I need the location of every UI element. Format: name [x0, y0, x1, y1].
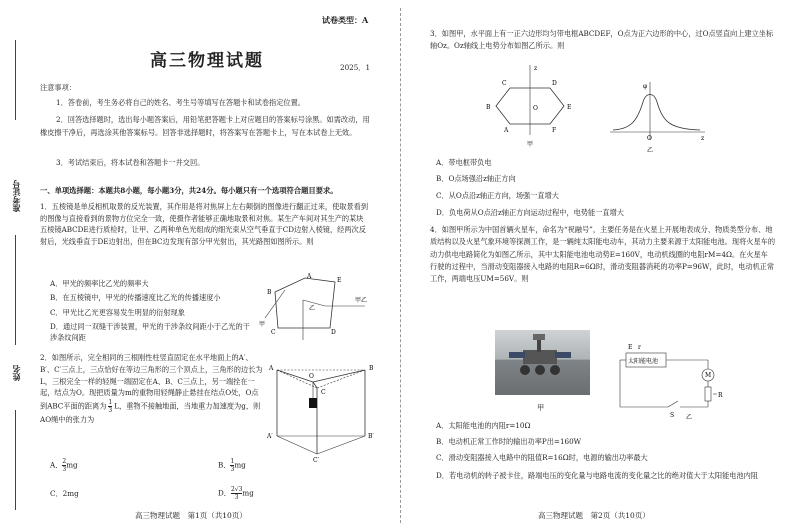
q3-label-c: C [502, 80, 507, 87]
exam-number-label: 准考证号 [11, 180, 21, 212]
q2-option-b: B． $\frac{1}{3}$ mg [218, 458, 246, 473]
q2-fraction-height: $\frac{1}{3}$ [108, 399, 113, 415]
q1-label-e: E [337, 277, 342, 284]
q2-pillars-diagram [265, 358, 380, 463]
q2-stem-part1: 2．如图所示，完全相同的三根刚性柱竖直固定在水平地面上的A′、B′、C′三点上，三点恰好在等边三角形的三个顶点上，三角形的边长为L，三根完全一样的轻绳一端固定在A、B、C三点上，另一端拴在一起，结点为O。现把质量为m的重物用轻绳静止悬挂在结点O处，O点到ABC平面的距离为 [40, 353, 263, 411]
rover-silhouette [495, 330, 590, 395]
mars-rover-photo [495, 330, 590, 395]
q1-option-a: A．甲光的频率比乙光的频率大 [50, 279, 149, 288]
q1-label-b: B [267, 289, 272, 296]
q2-option-c: C．2mg [50, 489, 79, 498]
potential-curve [613, 95, 700, 131]
exam-date: 2025．1 [340, 63, 371, 72]
q3-option-c: C．从O点沿z轴正方向，场强一直增大 [436, 191, 559, 200]
q3-label-o2: O [647, 135, 652, 142]
q1-label-jiayi: 甲乙 [355, 297, 368, 304]
q1-label-jia: 甲 [259, 321, 266, 328]
q2-stem-part2: L，重物不接触地面，当地重力加速度为g，则AO绳中的张力为 [40, 401, 261, 425]
q3-label-yi: 乙 [647, 147, 654, 154]
q4-stem: 4．如图甲所示为中国首辆火星车，命名为“祝融号”，主要任务是在火星上开展地表成分、物质类型分布、地质结构以及火星气象环境等探测工作，是一辆纯太阳能电动车，其动力主要来源于太阳能电池。现将火星车的动力供电电路简化为如图乙所示，其中太阳能电池电动势E=160V，电动机线圈的电阻rM=4Ω。在火星车行驶的过程中，当滑动变阻器接入电路的电阻R=6Ω时，滑动变阻器消耗的功率P=96W，此时，电动机正常工作，两端电压UM=56V。则 [430, 225, 776, 284]
q3-option-d: D．负电荷从O点沿z轴正方向运动过程中，电势能一直增大 [436, 208, 624, 217]
q4-label-s: S [670, 412, 675, 419]
q4-option-d: D．若电动机的转子被卡住，路端电压的变化量与电路电流的变化量之比的绝对值大于太阳能电池内阻 [436, 471, 759, 480]
page-title: 高三物理试题 [150, 51, 264, 71]
q2-label-cp: C′ [313, 457, 319, 463]
q3-label-jia: 甲 [527, 141, 534, 148]
q1-label-c: C [271, 329, 276, 336]
page-divider [400, 8, 401, 523]
q1-option-b: B．在五棱镜中，甲光的传播速度比乙光的传播速度小 [50, 293, 221, 302]
q2-label-b: B [369, 365, 374, 372]
hanging-weight [309, 398, 317, 408]
footer-left: 高三物理试题 第1页（共10页） [135, 511, 247, 520]
name-label: 姓名 [11, 365, 21, 381]
q3-label-o: O [533, 105, 538, 112]
q4-label-e: E [628, 344, 633, 351]
q1-label-yi: 乙 [309, 305, 316, 312]
pentaprism [275, 278, 335, 328]
q4-label-rheostat: R [718, 392, 723, 399]
q4-label-jia: 甲 [537, 403, 545, 412]
footer-right: 高三物理试题 第2页（共10页） [538, 511, 650, 520]
q4-circuit-diagram [618, 335, 733, 420]
q1-option-d: D．通过同一双缝干涉装置，甲光的干涉条纹间距小于乙光的干涉条纹间距 [50, 322, 250, 343]
q3-label-z: z [534, 65, 538, 72]
q3-label-a: A [504, 127, 509, 134]
q2-label-o: O [309, 373, 314, 380]
q1-stem: 1．五棱镜是单反相机取景的反光装置，其作用是将对焦屏上左右颠倒的图像进行翻正过来，使取景看到的图像与直接看到的景物方位完全一致，使摄作者能够正确地取景和对焦。某生产车间对其生产的某块五棱镜ABCDE进行质检时，让甲、乙两种单色光组成的细光束从空气垂直于CD边射入棱镜，经两次反射后，光线垂直于DE边射出，但在BC边发现有部分甲光射出，其光路图如图所示。则 [40, 202, 369, 246]
switch [668, 401, 678, 407]
q3-stem: 3．如图甲，水平面上有一正六边形均匀带电框ABCDEF，O点为正六边形的中心，过O点竖直向上建立坐标轴Oz。Oz轴线上电势分布如图乙所示。则 [430, 29, 774, 50]
q2-option-a: A． $\frac{2}{3}$ mg [50, 458, 78, 473]
q4-option-a: A．太阳能电池的内阻r=10Ω [436, 421, 531, 430]
exam-type: 试卷类型：A [322, 15, 369, 25]
q3-potential-graph [605, 80, 710, 155]
q3-option-a: A．带电框带负电 [436, 158, 492, 167]
notice-item-3: 3．考试结束后，将本试卷和答题卡一并交回。 [56, 158, 205, 167]
q3-option-b: B．O点场强沿z轴正方向 [436, 174, 516, 183]
q3-label-b: B [486, 104, 491, 111]
q1-prism-diagram [245, 270, 375, 345]
q3-label-phi: φ [643, 83, 648, 90]
q4-label-r: r [638, 344, 641, 351]
q2-stem [40, 352, 265, 426]
q1-label-d: D [331, 329, 336, 336]
q4-option-c: C．滑动变阻器接入电路中的阻值R=16Ω时，电源的输出功率最大 [436, 453, 648, 462]
notice-item-2: 2．回答选择题时，选出每小题答案后，用铅笔把答题卡上对应题目的答案标号涂黑。如需改动，用橡皮擦干净后，再选涂其他答案标号。回答非选择题时，将答案写在答题卡上，写在本试卷上无效。 [40, 115, 370, 137]
q3-label-z2: z [701, 135, 705, 142]
q3-label-e: E [567, 104, 572, 111]
q3-hexagon-diagram [478, 60, 583, 148]
q2-option-d: D． $\frac{2√3}{3}$ mg [218, 486, 254, 501]
q1-option-c: C．甲光比乙光更容易发生明显的衍射现象 [50, 308, 185, 317]
q2-label-c: C [321, 389, 326, 396]
q4-label-yi: 乙 [686, 414, 693, 420]
notice-item-1: 1．答卷前，考生务必将自己的姓名、考生号等填写在答题卡和试卷指定位置。 [56, 98, 305, 107]
q2-label-ap: A′ [267, 433, 273, 440]
q2-label-bp: B′ [368, 433, 374, 440]
q4-label-battery: 太阳能电池 [628, 358, 659, 365]
q2-label-a: A [269, 365, 274, 372]
notice-heading: 注意事项： [40, 83, 76, 92]
binding-line [15, 410, 16, 510]
section-heading: 一、单项选择题：本题共8小题，每小题3分，共24分。每小题只有一个选项符合题目要求。 [40, 186, 338, 195]
q4-label-m: M [705, 372, 712, 379]
q1-label-a: A [307, 273, 312, 280]
binding-line [15, 235, 16, 345]
q3-label-f: F [552, 127, 557, 134]
rheostat [705, 387, 711, 401]
q3-label-d: D [552, 80, 557, 87]
q4-option-b: B．电动机正常工作时的输出功率P出=160W [436, 437, 582, 446]
binding-line [15, 40, 16, 120]
